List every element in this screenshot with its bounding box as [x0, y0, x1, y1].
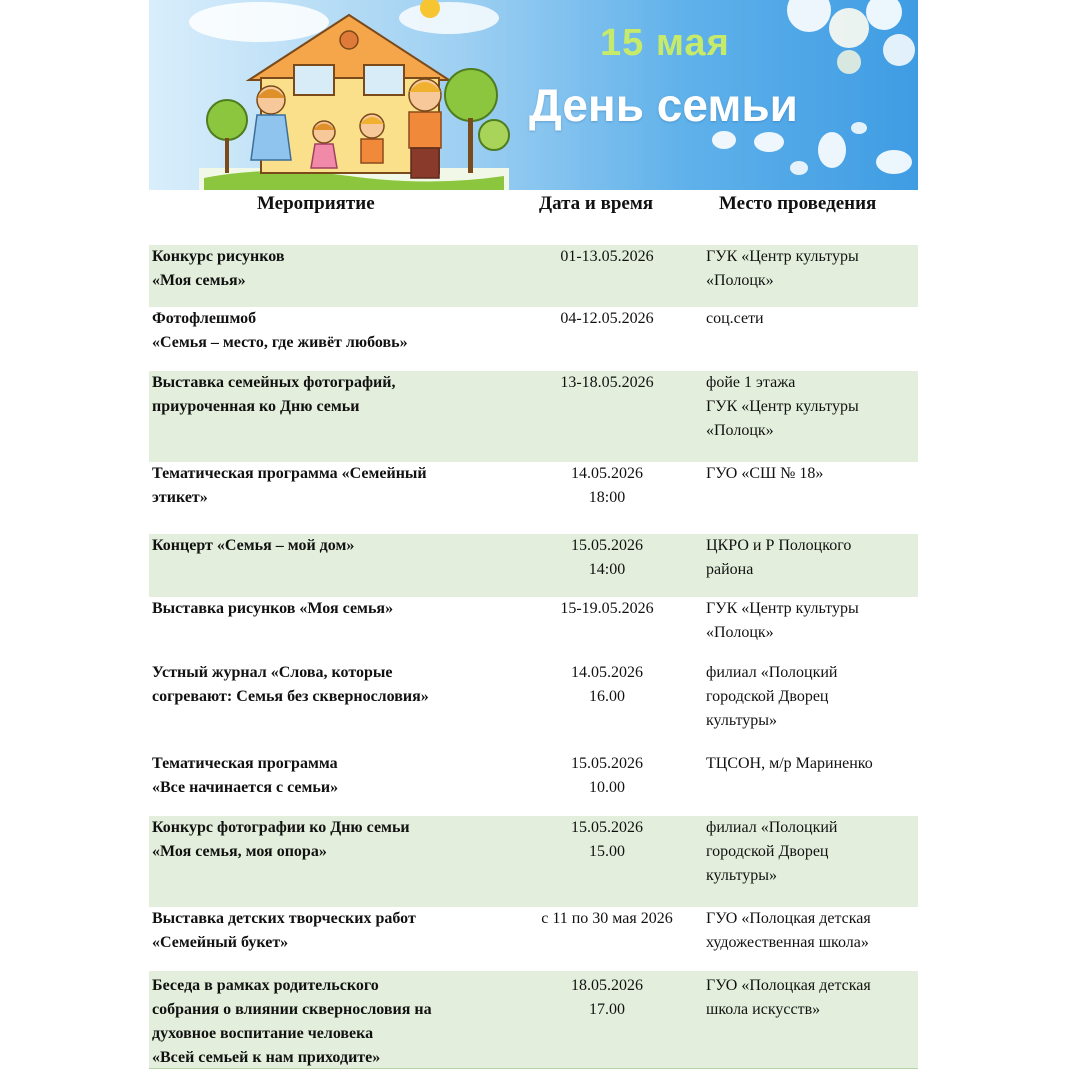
datetime-cell-line: 13-18.05.2026 — [560, 374, 654, 391]
datetime-cell — [517, 597, 697, 621]
datetime-cell — [517, 371, 697, 395]
table-row — [149, 307, 918, 371]
event-cell — [152, 661, 512, 709]
datetime-cell-line: 14.05.2026 — [571, 465, 643, 482]
place-cell — [706, 907, 912, 955]
place-cell-line: соц.сети — [706, 310, 764, 327]
table-row — [149, 971, 918, 1069]
place-cell-line: «Полоцк» — [706, 624, 774, 641]
event-cell-line: «Моя семья, моя опора» — [152, 843, 327, 860]
table-row — [149, 752, 918, 816]
event-cell-line: собрания о влиянии сквернословия на — [152, 1001, 432, 1018]
event-cell-line: Тематическая программа «Семейный — [152, 465, 427, 482]
event-cell — [152, 371, 512, 419]
event-cell-line: этикет» — [152, 489, 208, 506]
event-flyer — [149, 0, 918, 1080]
place-cell-line: ГУК «Центр культуры — [706, 248, 859, 265]
events-table — [149, 245, 918, 1069]
banner-date: 15 мая — [600, 22, 730, 64]
table-row — [149, 534, 918, 597]
event-cell-line: «Моя семья» — [152, 272, 246, 289]
event-cell — [152, 462, 512, 510]
place-cell-line: ЦКРО и Р Полоцкого — [706, 537, 852, 554]
event-cell-line: Тематическая программа — [152, 755, 338, 772]
event-cell-line: Выставка рисунков «Моя семья» — [152, 600, 394, 617]
place-cell-line: «Полоцк» — [706, 272, 774, 289]
banner — [149, 0, 918, 190]
datetime-cell — [517, 752, 697, 800]
table-row — [149, 597, 918, 661]
place-cell-line: школа искусств» — [706, 1001, 821, 1018]
table-row — [149, 661, 918, 752]
event-cell-line: «Все начинается с семьи» — [152, 779, 339, 796]
place-cell-line: ГУО «СШ № 18» — [706, 465, 824, 482]
datetime-cell — [517, 816, 697, 864]
event-cell — [152, 307, 512, 355]
event-cell-line: «Всей семьей к нам приходите» — [152, 1049, 381, 1066]
place-cell-line: культуры» — [706, 867, 778, 884]
event-cell — [152, 907, 512, 955]
place-cell — [706, 462, 912, 486]
place-cell-line: филиал «Полоцкий — [706, 664, 838, 681]
datetime-cell-line: 18.05.2026 — [571, 977, 643, 994]
table-row — [149, 245, 918, 307]
datetime-cell — [517, 974, 697, 1022]
place-cell — [706, 307, 912, 331]
datetime-cell — [517, 462, 697, 510]
datetime-cell-line: 01-13.05.2026 — [560, 248, 654, 265]
datetime-cell-line: 15-19.05.2026 — [560, 600, 654, 617]
place-cell — [706, 974, 912, 1022]
place-cell-line: городской Дворец — [706, 688, 829, 705]
event-cell-line: приуроченная ко Дню семьи — [152, 398, 360, 415]
datetime-cell-line: 17.00 — [589, 1001, 625, 1018]
header-place: Место проведения — [719, 193, 877, 214]
header-datetime: Дата и время — [539, 193, 654, 214]
place-cell — [706, 597, 912, 645]
datetime-cell-line: 14.05.2026 — [571, 664, 643, 681]
event-cell-line: Беседа в рамках родительского — [152, 977, 379, 994]
datetime-cell — [517, 661, 697, 709]
event-cell — [152, 974, 512, 1070]
place-cell — [706, 752, 912, 776]
datetime-cell — [517, 245, 697, 269]
datetime-cell — [517, 307, 697, 331]
place-cell-line: ТЦСОН, м/р Мариненко — [706, 755, 873, 772]
event-cell-line: Выставка семейных фотографий, — [152, 374, 396, 391]
datetime-cell-line: 14:00 — [588, 561, 626, 578]
place-cell-line: городской Дворец — [706, 843, 829, 860]
place-cell — [706, 245, 912, 293]
place-cell-line: культуры» — [706, 712, 778, 729]
datetime-cell-line: 10.00 — [589, 779, 625, 796]
place-cell — [706, 661, 912, 733]
event-cell-line: Концерт «Семья – мой дом» — [152, 537, 355, 554]
table-row — [149, 907, 918, 971]
place-cell-line: ГУО «Полоцкая детская — [706, 977, 871, 994]
table-header — [149, 190, 918, 246]
place-cell — [706, 371, 912, 443]
place-cell-line: художественная школа» — [706, 934, 869, 951]
datetime-cell — [517, 907, 697, 931]
place-cell-line: района — [706, 561, 754, 578]
place-cell-line: ГУК «Центр культуры — [706, 600, 859, 617]
table-row — [149, 371, 918, 462]
event-cell — [152, 245, 512, 293]
event-cell — [152, 752, 512, 800]
event-cell-line: «Семья – место, где живёт любовь» — [152, 334, 408, 351]
event-cell-line: духовное воспитание человека — [152, 1025, 374, 1042]
datetime-cell-line: 04-12.05.2026 — [560, 310, 654, 327]
datetime-cell — [517, 534, 697, 582]
event-cell — [152, 597, 512, 621]
place-cell-line: ГУО «Полоцкая детская — [706, 910, 871, 927]
datetime-cell-line: с 11 по 30 мая 2026 — [541, 910, 673, 927]
datetime-cell-line: 15.05.2026 — [571, 537, 643, 554]
place-cell — [706, 534, 912, 582]
datetime-cell-line: 18:00 — [588, 489, 626, 506]
event-cell-line: Конкурс рисунков — [152, 248, 285, 265]
event-cell — [152, 534, 512, 558]
header-event: Мероприятие — [257, 193, 375, 214]
place-cell-line: ГУК «Центр культуры — [706, 398, 859, 415]
datetime-cell-line: 15.05.2026 — [571, 755, 643, 772]
place-cell-line: филиал «Полоцкий — [706, 819, 838, 836]
event-cell-line: Выставка детских творческих работ — [152, 910, 416, 927]
datetime-cell-line: 15.00 — [589, 843, 625, 860]
event-cell-line: Конкурс фотографии ко Дню семьи — [152, 819, 410, 836]
banner-title: День семьи — [529, 79, 798, 131]
datetime-cell-line: 16.00 — [589, 688, 625, 705]
place-cell — [706, 816, 912, 888]
place-cell-line: «Полоцк» — [706, 422, 774, 439]
event-cell — [152, 816, 512, 864]
event-cell-line: Фотофлешмоб — [152, 310, 257, 327]
event-cell-line: Устный журнал «Слова, которые — [152, 664, 393, 681]
table-row — [149, 462, 918, 534]
datetime-cell-line: 15.05.2026 — [571, 819, 643, 836]
table-row — [149, 816, 918, 907]
event-cell-line: согревают: Семья без сквернословия» — [152, 688, 429, 705]
place-cell-line: фойе 1 этажа — [706, 374, 796, 391]
event-cell-line: «Семейный букет» — [152, 934, 289, 951]
